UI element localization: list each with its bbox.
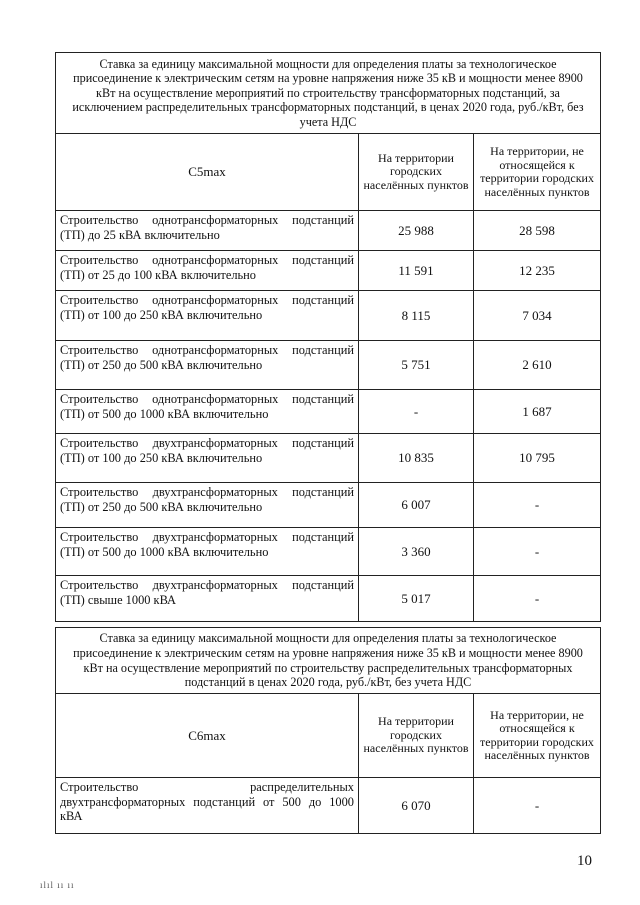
table-row (56, 251, 601, 291)
value-urban: 11 591 (359, 251, 474, 291)
value-rural: 1 687 (474, 390, 601, 434)
value-urban: - (359, 390, 474, 434)
value-urban: 6 070 (359, 778, 474, 834)
row-description: Строительство однотрансформаторных подстанций (ТП) до 25 кВА включительно (56, 211, 359, 251)
row-description: Строительство двухтрансформаторных подстанций (ТП) от 250 до 500 кВА включительно (56, 483, 359, 528)
table-row (56, 528, 601, 576)
rate-code: C5max (56, 134, 359, 211)
value-rural: - (474, 483, 601, 528)
value-rural: - (474, 528, 601, 576)
row-description: Строительство однотрансформаторных подстанций (ТП) от 100 до 250 кВА включительно (56, 291, 359, 341)
column-rural: На территории, не относящейся к территории городских населённых пунктов (474, 134, 601, 211)
value-urban: 8 115 (359, 291, 474, 341)
rate-table-c6max (55, 627, 601, 834)
table-row (56, 576, 601, 622)
table-row (56, 341, 601, 390)
column-urban: На территории городских населённых пунктов (359, 134, 474, 211)
value-urban: 25 988 (359, 211, 474, 251)
table-row (56, 211, 601, 251)
page-number: 10 (577, 853, 592, 869)
rate-code: C6max (56, 694, 359, 778)
value-rural: 10 795 (474, 434, 601, 483)
scan-marks: ılıl ıı ıı (40, 880, 75, 890)
value-rural: 28 598 (474, 211, 601, 251)
row-description: Строительство однотрансформаторных подстанций (ТП) от 500 до 1000 кВА включительно (56, 390, 359, 434)
value-urban: 3 360 (359, 528, 474, 576)
value-rural: 12 235 (474, 251, 601, 291)
value-rural: - (474, 576, 601, 622)
value-urban: 6 007 (359, 483, 474, 528)
table-row (56, 390, 601, 434)
value-urban: 5 751 (359, 341, 474, 390)
table-row (56, 483, 601, 528)
column-rural: На территории, не относящейся к территории городских населённых пунктов (474, 694, 601, 778)
row-description: Строительство распределительных двухтрансформаторных подстанций от 500 до 1000 кВА (56, 778, 359, 834)
row-description: Строительство однотрансформаторных подстанций (ТП) от 250 до 500 кВА включительно (56, 341, 359, 390)
column-urban: На территории городских населённых пунктов (359, 694, 474, 778)
row-description: Строительство двухтрансформаторных подстанций (ТП) от 100 до 250 кВА включительно (56, 434, 359, 483)
table-row (56, 291, 601, 341)
row-description: Строительство двухтрансформаторных подстанций (ТП) свыше 1000 кВА (56, 576, 359, 622)
rate-table-c5max (55, 52, 601, 622)
row-description: Строительство однотрансформаторных подстанций (ТП) от 25 до 100 кВА включительно (56, 251, 359, 291)
table-header: Ставка за единицу максимальной мощности для определения платы за технологическое присоединение к электрическим сетям на уровне напряжения ниже 35 кВ и мощности менее 8900 кВт на осуществление мероприятий по строительству распределительных трансформаторных подстанций в ценах 2020 года, руб./кВт, без учета НДС (56, 628, 601, 694)
table-header: Ставка за единицу максимальной мощности для определения платы за технологическое присоединение к электрическим сетям на уровне напряжения ниже 35 кВ и мощности менее 8900 кВт на осуществление мероприятий по строительству трансформаторных подстанций, за исключением распределительных трансформаторных подстанций, в ценах 2020 года, руб./кВт, без учета НДС (56, 53, 601, 134)
value-urban: 10 835 (359, 434, 474, 483)
value-rural: 7 034 (474, 291, 601, 341)
value-rural: - (474, 778, 601, 834)
table-row (56, 434, 601, 483)
row-description: Строительство двухтрансформаторных подстанций (ТП) от 500 до 1000 кВА включительно (56, 528, 359, 576)
value-urban: 5 017 (359, 576, 474, 622)
table-row (56, 778, 601, 834)
value-rural: 2 610 (474, 341, 601, 390)
